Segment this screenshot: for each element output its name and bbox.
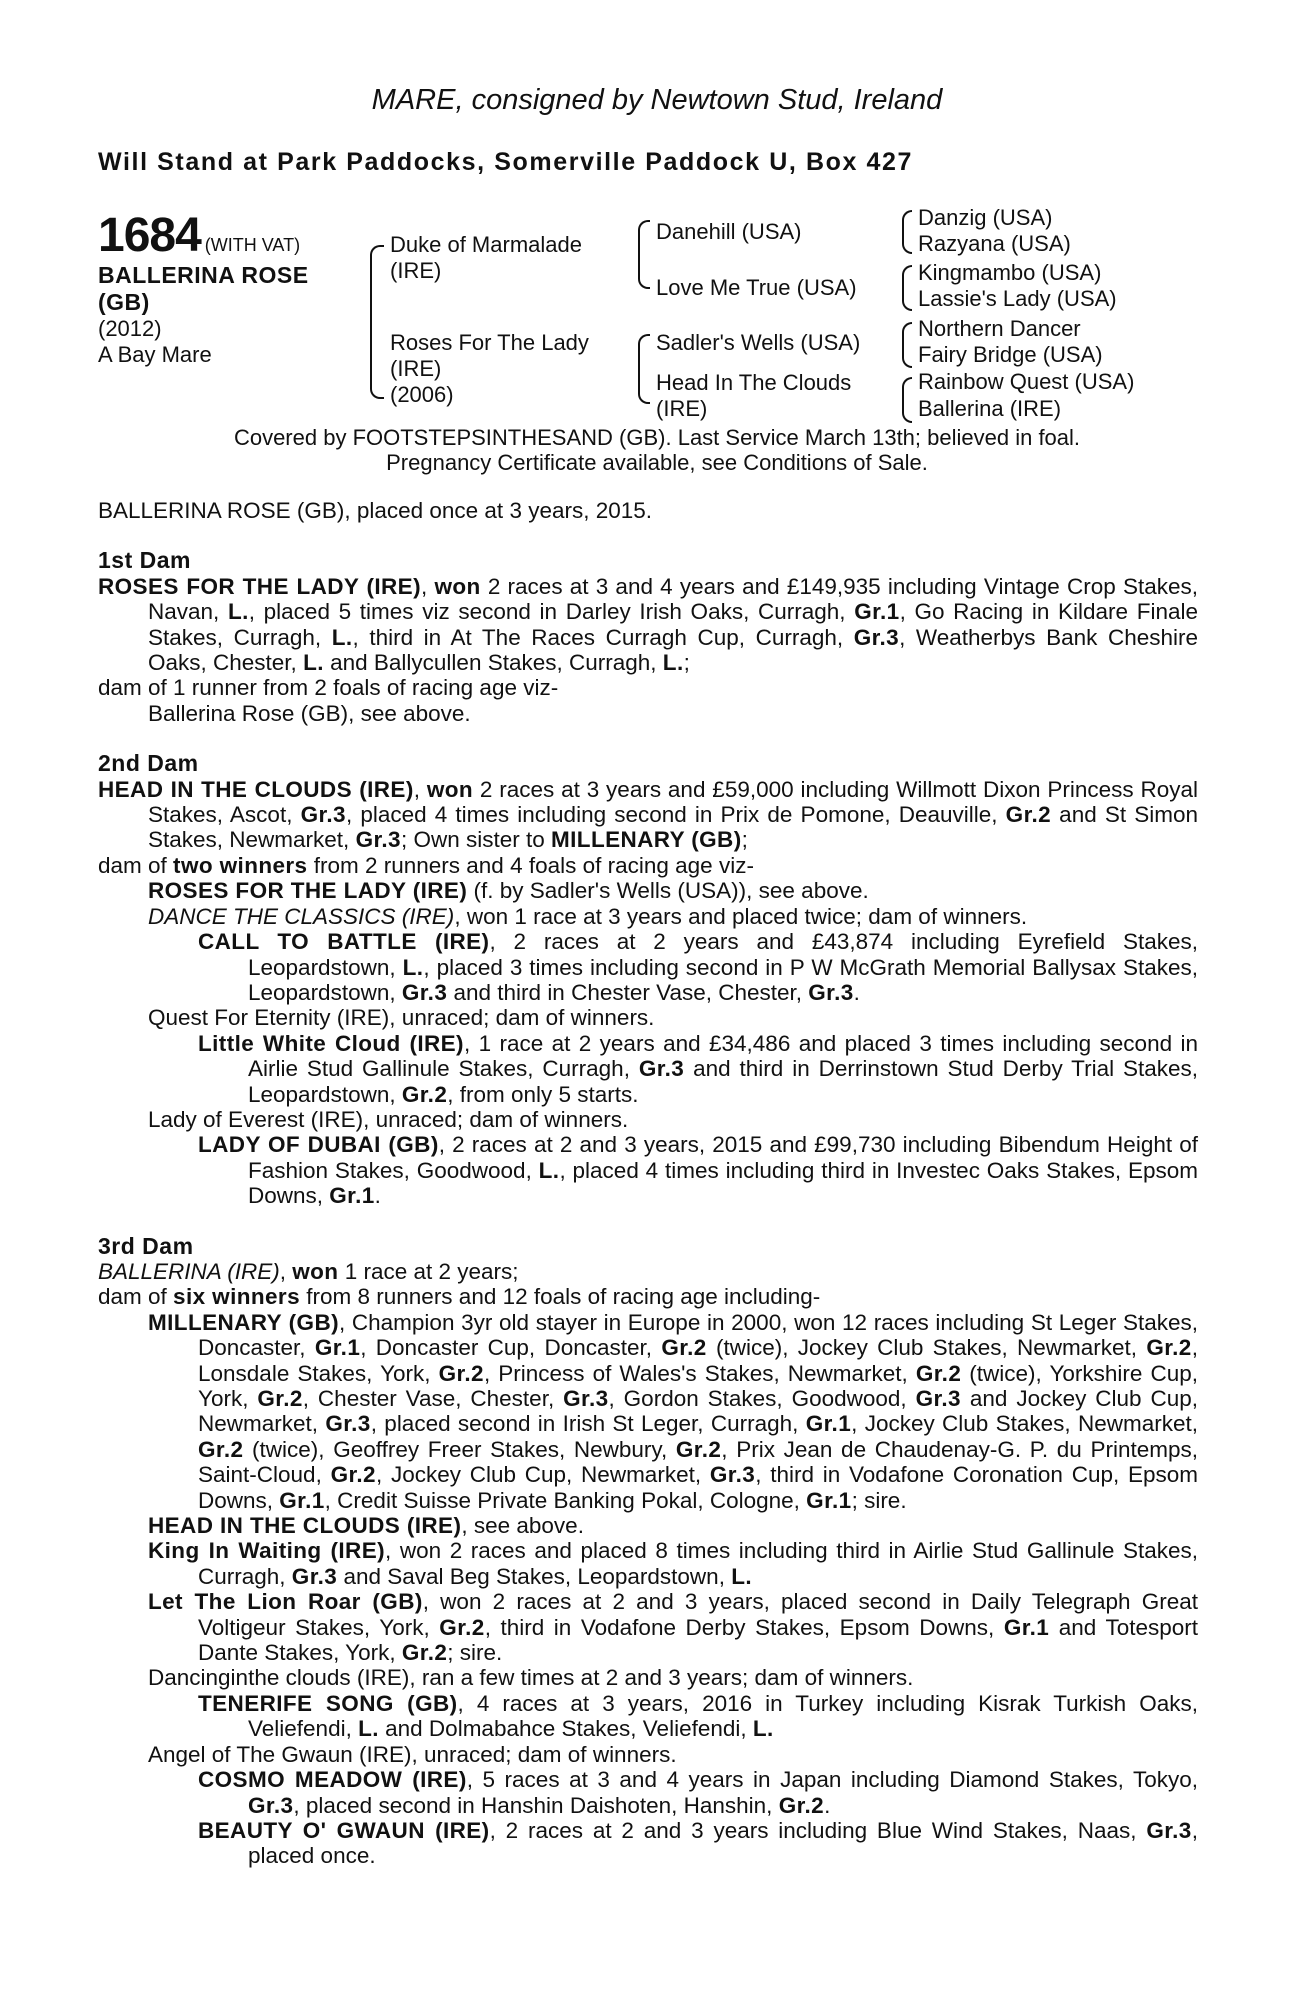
produce-head-in-the-clouds: HEAD IN THE CLOUDS (IRE), see above. (148, 1513, 584, 1539)
second-dam-heading: 2nd Dam (98, 750, 199, 777)
horse-name-line1: BALLERINA ROSE (98, 262, 309, 288)
pedigree-bracket-dd (902, 377, 912, 423)
sire: Duke of Marmalade (IRE) (390, 232, 582, 283)
stand-location: Will Stand at Park Paddocks, Somerville Paddock U, Box 427 (98, 148, 914, 176)
dam-sire-sire: Northern Dancer (918, 316, 1081, 341)
produce-roses-for-the-lady: ROSES FOR THE LADY (IRE) (f. by Sadler's Wells (USA)), see above. (148, 878, 869, 904)
lot-number-block (98, 208, 300, 263)
produce-lady-of-everest: Lady of Everest (IRE), unraced; dam of winners. (148, 1106, 629, 1132)
third-dam-heading: 3rd Dam (98, 1232, 194, 1259)
second-dam-produce-summary: dam of two winners from 2 runners and 4 foals of racing age viz- (98, 852, 754, 878)
dam: Roses For The Lady (IRE) (2006) (390, 330, 589, 407)
sire-dam: Love Me True (USA) (656, 275, 857, 300)
pedigree-bracket-sire (638, 220, 650, 289)
catalogue-body (98, 498, 1198, 1869)
horse-name (98, 262, 358, 316)
produce-cosmo-meadow: COSMO MEADOW (IRE), 5 races at 3 and 4 years in Japan including Diamond Stakes, Tokyo, Gr.3, placed second in Hanshin Daishoten, Hanshin, Gr.2. (198, 1767, 1199, 1818)
dam-sire: Sadler's Wells (USA) (656, 330, 861, 355)
sire-sire: Danehill (USA) (656, 219, 802, 244)
produce-let-the-lion-roar: Let The Lion Roar (GB), won 2 races at 2 and 3 years, placed second in Daily Telegraph Great Voltigeur Stakes, York, Gr.2, third in Vodafone Derby Stakes, Epsom Downs, Gr.1 and Totesport Dante Stakes, York, Gr.2; sire. (148, 1589, 1199, 1666)
first-dam-heading: 1st Dam (98, 547, 191, 574)
horse-summary: BALLERINA ROSE (GB), placed once at 3 years, 2015. (98, 498, 653, 523)
pedigree-bracket-ss (902, 210, 912, 254)
first-dam-foal: Ballerina Rose (GB), see above. (148, 700, 471, 726)
produce-call-to-battle: CALL TO BATTLE (IRE), 2 races at 2 years and £43,874 including Eyrefield Stakes, Leopardstown, L., placed 3 times including second in P W McGrath Memorial Ballysax Stakes, Leopardstown, Gr.3 and third in Chester Vase, Chester, Gr.3. (198, 929, 1199, 1005)
second-dam-record: HEAD IN THE CLOUDS (IRE), won 2 races at 3 years and £59,000 including Willmott Dixon Princess Royal Stakes, Ascot, Gr.3, placed 4 times including second in Prix de Pomone, Deauville, Gr.2 and St Simon Stakes, Newmarket, Gr.3; Own sister to MILLENARY (GB); (98, 776, 1199, 853)
sire-dam-sire: Kingmambo (USA) (918, 260, 1102, 285)
produce-dancinginthe-clouds: Dancinginthe clouds (IRE), ran a few times at 2 and 3 years; dam of winners. (148, 1665, 914, 1691)
third-dam-record: BALLERINA (IRE), won 1 race at 2 years; (98, 1258, 519, 1284)
pedigree-bracket-dam (638, 334, 650, 404)
first-dam-produce-summary: dam of 1 runner from 2 foals of racing age viz- (98, 675, 559, 701)
third-dam-produce-summary: dam of six winners from 8 runners and 12 foals of racing age including- (98, 1284, 821, 1310)
vat-note: (WITH VAT) (204, 235, 301, 255)
horse-description: A Bay Mare (98, 342, 212, 367)
horse-year: (2012) (98, 316, 162, 341)
produce-king-in-waiting: King In Waiting (IRE), won 2 races and placed 8 times including third in Airlie Stud Gallinule Stakes, Curragh, Gr.3 and Saval Beg Stakes, Leopardstown, L. (148, 1538, 1198, 1589)
horse-info (98, 316, 212, 368)
horse-name-line2: (GB) (98, 289, 150, 315)
dam-dam: Head In The Clouds (IRE) (656, 370, 852, 421)
dam-sire-dam: Fairy Bridge (USA) (918, 342, 1103, 367)
pedigree-bracket-main (370, 245, 384, 399)
covered-by: Covered by FOOTSTEPSINTHESAND (GB). Last Service March 13th; believed in foal. (233, 425, 1081, 450)
produce-tenerife-song: TENERIFE SONG (GB), 4 races at 3 years, 2016 in Turkey including Kisrak Turkish Oaks, Veliefendi, L. and Dolmabahce Stakes, Veliefendi, L. (198, 1690, 1198, 1742)
produce-little-white-cloud: Little White Cloud (IRE), 1 race at 2 years and £34,486 and placed 3 times including second in Airlie Stud Gallinule Stakes, Curragh, Gr.3 and third in Derrinstown Stud Derby Trial Stakes, Leopardstown, Gr.2, from only 5 starts. (198, 1030, 1198, 1107)
produce-beauty-o-gwaun: BEAUTY O' GWAUN (IRE), 2 races at 2 and 3 years including Blue Wind Stakes, Naas, Gr.3, placed once. (198, 1817, 1198, 1869)
produce-lady-of-dubai: LADY OF DUBAI (GB), 2 races at 2 and 3 years, 2015 and £99,730 including Bibendum Height of Fashion Stakes, Goodwood, L., placed 4 times including third in Investec Oaks Stakes, Epsom Downs, Gr.1. (198, 1132, 1199, 1209)
sire-dam-dam: Lassie's Lady (USA) (918, 286, 1117, 311)
pedigree-bracket-sd (902, 265, 912, 311)
pedigree-bracket-ds (902, 322, 912, 368)
dam-dam-dam: Ballerina (IRE) (918, 396, 1062, 421)
produce-quest-for-eternity: Quest For Eternity (IRE), unraced; dam of winners. (148, 1005, 655, 1031)
produce-angel-of-the-gwaun: Angel of The Gwaun (IRE), unraced; dam of winners. (148, 1741, 677, 1767)
consignor-line: MARE, consigned by Newtown Stud, Ireland (371, 84, 943, 116)
produce-millenary: MILLENARY (GB), Champion 3yr old stayer in Europe in 2000, won 12 races including St Leger Stakes, Doncaster, Gr.1, Doncaster Cup, Doncaster, Gr.2 (twice), Jockey Club Stakes, Newmarket, Gr.2, Lonsdale Stakes, York, Gr.2, Princess of Wales's Stakes, Newmarket, Gr.2 (twice), Yorkshire Cup, York, Gr.2, Chester Vase, Chester, Gr.3, Gordon Stakes, Goodwood, Gr.3 and Jockey Club Cup, Newmarket, Gr.3, placed second in Irish St Leger, Curragh, Gr.1, Jockey Club Stakes, Newmarket, Gr.2 (twice), Geoffrey Freer Stakes, Newbury, Gr.2, Prix Jean de Chaudenay-G. P. du Printemps, Saint-Cloud, Gr.2, Jockey Club Cup, Newmarket, Gr.3, third in Vodafone Coronation Cup, Epsom Downs, Gr.1, Credit Suisse Private Banking Pokal, Cologne, Gr.1; sire. (148, 1309, 1199, 1513)
dam-dam-sire: Rainbow Quest (USA) (918, 369, 1135, 394)
first-dam-record: ROSES FOR THE LADY (IRE), won 2 races at 3 and 4 years and £149,935 including Vintage Crop Stakes, Navan, L., placed 5 times viz second in Darley Irish Oaks, Curragh, Gr.1, Go Racing in Kildare Finale Stakes, Curragh, L., third in At The Races Curragh Cup, Curragh, Gr.3, Weatherbys Bank Cheshire Oaks, Chester, L. and Ballycullen Stakes, Curragh, L.; (98, 573, 1199, 676)
sire-sire-dam: Razyana (USA) (918, 231, 1071, 256)
produce-dance-the-classics: DANCE THE CLASSICS (IRE), won 1 race at 3 years and placed twice; dam of winners. (148, 903, 1028, 929)
lot-number: 1684 (98, 209, 201, 262)
covering-info (0, 425, 1314, 475)
sire-sire-sire: Danzig (USA) (918, 205, 1053, 230)
pregnancy-certificate: Pregnancy Certificate available, see Conditions of Sale. (386, 450, 928, 475)
